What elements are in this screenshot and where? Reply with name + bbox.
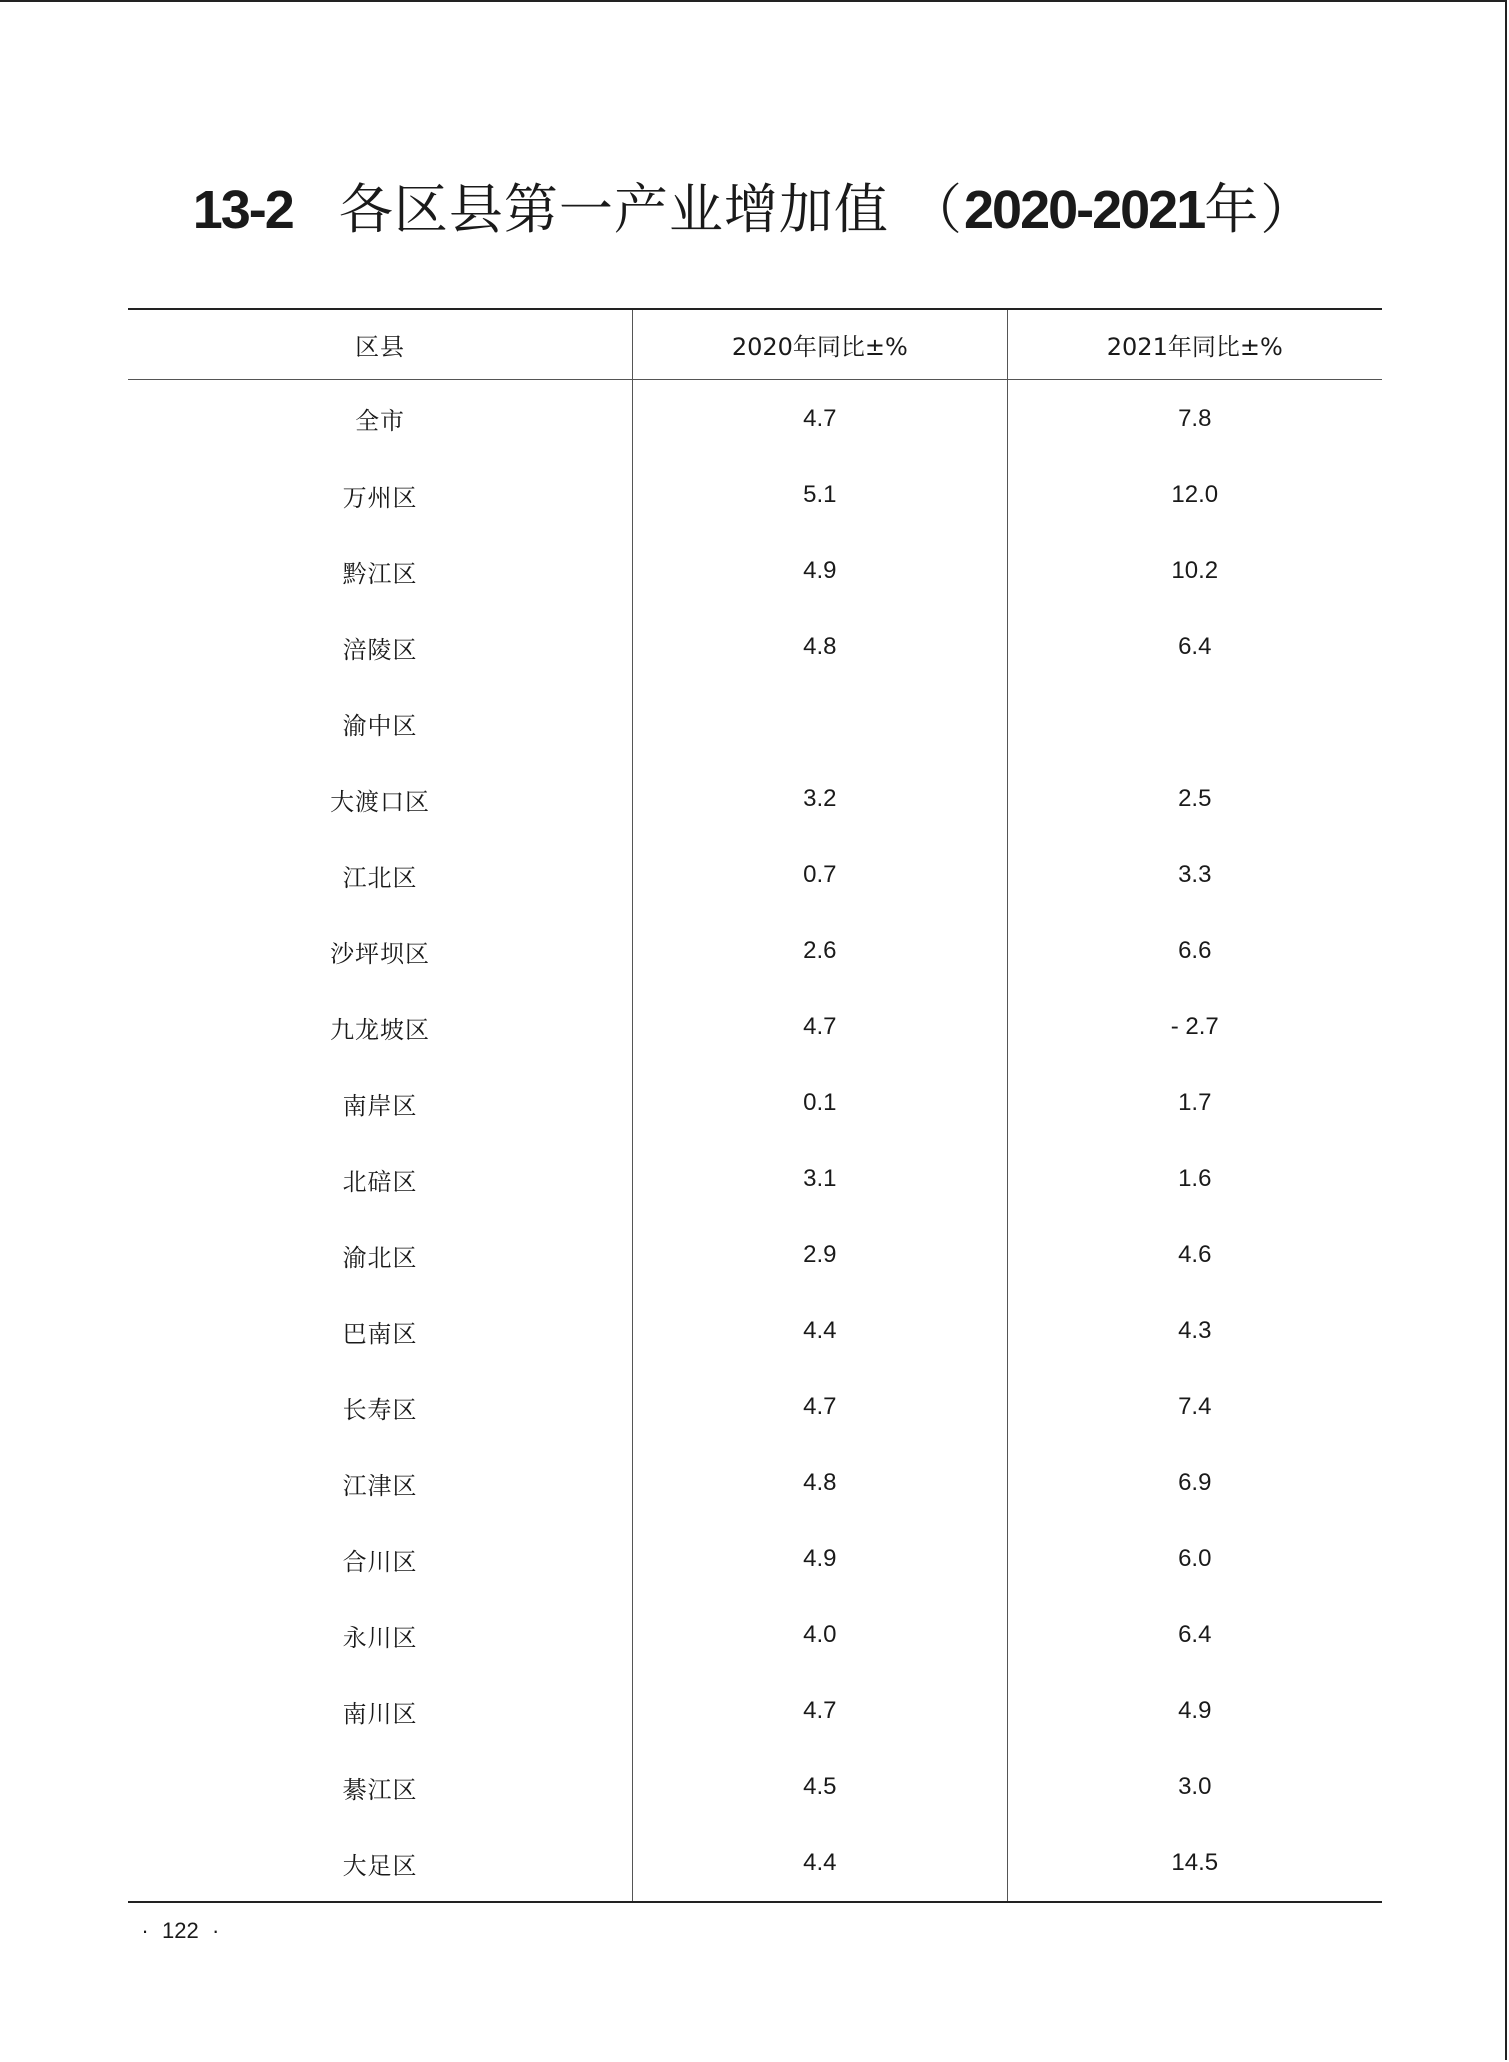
title-text: 各区县第一产业增加值 [338,178,889,241]
cell-2020: 3.2 [633,761,1007,837]
cell-2021 [1007,685,1382,761]
cell-2021: 6.4 [1007,609,1382,685]
header-2020: 2020年同比±% [633,309,1007,380]
table-row [128,1521,1382,1597]
header-district: 区县 [128,309,633,380]
data-table [128,308,1382,1903]
cell-district: 合川区 [342,1547,418,1576]
cell-2020: 0.1 [633,1065,1007,1141]
cell-2021: 14.5 [1007,1825,1382,1902]
cell-2021: 1.6 [1007,1141,1382,1217]
cell-district: 万州区 [342,483,418,512]
cell-2021: 6.0 [1007,1521,1382,1597]
cell-district: 全市 [355,407,406,435]
cell-2020: 4.7 [633,1673,1007,1749]
cell-district: 南岸区 [342,1091,418,1120]
cell-district: 巴南区 [342,1319,418,1348]
cell-district: 綦江区 [342,1775,418,1804]
table-row [128,380,1382,458]
table-row [128,533,1382,609]
table-number: 13-2 [192,180,293,240]
cell-2021: 6.6 [1007,913,1382,989]
cell-2021: 2.5 [1007,761,1382,837]
cell-2020: 4.9 [633,1521,1007,1597]
table-row [128,1065,1382,1141]
table-row [128,1445,1382,1521]
page-number: 122 [162,1918,199,1943]
cell-2021: 4.9 [1007,1673,1382,1749]
cell-2020: 4.7 [633,989,1007,1065]
cell-district: 北碚区 [342,1167,418,1196]
cell-2020: 4.4 [633,1825,1007,1902]
title-paren-close: ） [1260,178,1317,241]
cell-2020: 4.9 [633,533,1007,609]
cell-2020: 2.6 [633,913,1007,989]
page-footer [128,1918,233,1944]
table-row [128,989,1382,1065]
footer-dot-left: · [141,1918,149,1943]
cell-2021: 4.3 [1007,1293,1382,1369]
cell-2021: 7.4 [1007,1369,1382,1445]
cell-2020: 5.1 [633,457,1007,533]
footer-dot-right: · [212,1918,220,1943]
cell-district: 大足区 [128,1825,633,1902]
cell-2021: 3.3 [1007,837,1382,913]
cell-district: 江津区 [342,1471,418,1500]
cell-2021: 10.2 [1007,533,1382,609]
table-row [128,837,1382,913]
header-2021: 2021年同比±% [1007,309,1382,380]
cell-2021: 4.6 [1007,1217,1382,1293]
cell-2021: 7.8 [1007,380,1382,458]
cell-2021: 6.4 [1007,1597,1382,1673]
cell-2021: 12.0 [1007,457,1382,533]
cell-district: 永川区 [342,1623,418,1652]
cell-district: 渝北区 [342,1243,418,1272]
title-paren-open: （ [908,178,964,241]
cell-district: 沙坪坝区 [330,939,431,968]
table-row [128,1217,1382,1293]
table-row [128,457,1382,533]
cell-district: 黔江区 [342,559,418,588]
cell-district: 长寿区 [342,1395,418,1424]
table-row [128,1825,1382,1902]
cell-2020: 4.0 [633,1597,1007,1673]
cell-2020 [633,685,1007,761]
cell-2020: 2.9 [633,1217,1007,1293]
cell-2021: 3.0 [1007,1749,1382,1825]
table-row [128,1749,1382,1825]
table-row [128,1293,1382,1369]
cell-2020: 3.1 [633,1141,1007,1217]
table-row [128,761,1382,837]
table-row [128,609,1382,685]
cell-district: 大渡口区 [330,787,431,816]
page-title [0,170,1509,250]
table-row [128,1141,1382,1217]
cell-2021: - 2.7 [1007,989,1382,1065]
cell-2021: 1.7 [1007,1065,1382,1141]
cell-2020: 4.7 [633,1369,1007,1445]
table-row [128,1673,1382,1749]
cell-district: 涪陵区 [342,635,418,664]
table-row [128,1597,1382,1673]
cell-2020: 4.8 [633,609,1007,685]
cell-district: 九龙坡区 [330,1015,431,1044]
cell-district: 南川区 [342,1699,418,1728]
cell-2020: 0.7 [633,837,1007,913]
title-years: 2020-2021 [964,180,1205,240]
table-body [128,380,1382,1903]
cell-2020: 4.8 [633,1445,1007,1521]
table-row [128,913,1382,989]
cell-district: 渝中区 [342,711,418,740]
title-year-char: 年 [1204,178,1261,241]
table-row [128,685,1382,761]
cell-2020: 4.4 [633,1293,1007,1369]
cell-district: 江北区 [342,863,418,892]
cell-2020: 4.5 [633,1749,1007,1825]
cell-2020: 4.7 [633,380,1007,458]
table-row [128,1369,1382,1445]
table-header-row [128,309,1382,380]
cell-2021: 6.9 [1007,1445,1382,1521]
